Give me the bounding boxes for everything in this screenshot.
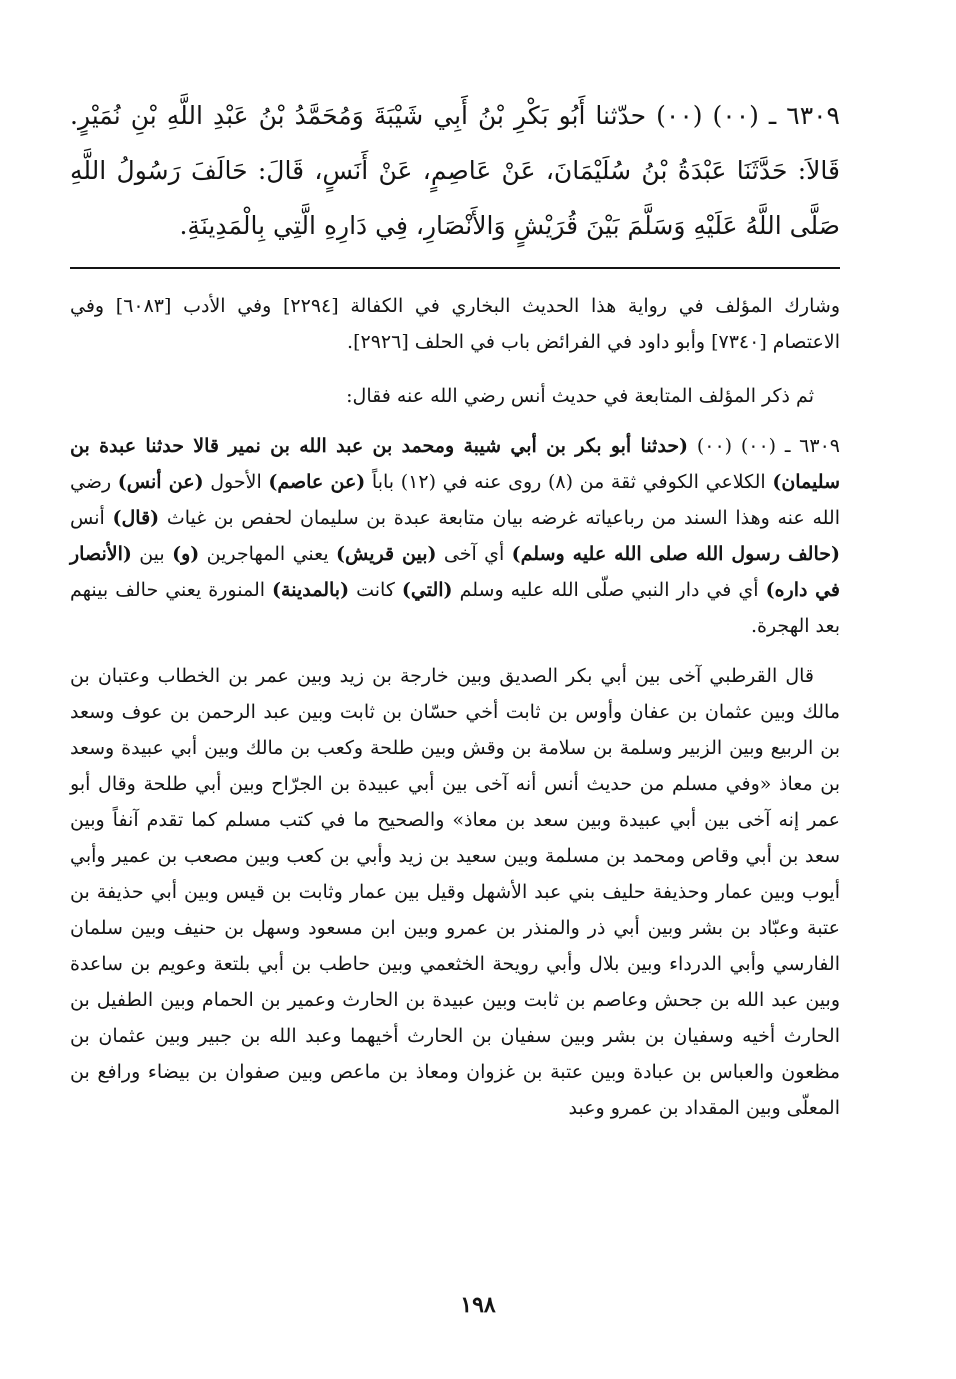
hadith-text-block (70, 88, 840, 253)
bold-quoted-segment: (بين قريش) (336, 543, 437, 565)
bold-quoted-segment: (الأنصار في داره) (70, 543, 840, 601)
hadith-text: ٦٣٠٩ ـ (٠٠) (٠٠) حدّثنا أَبُو بَكْرِ بْنُ أَبِي شَيْبَةَ وَمُحَمَّدُ بْنُ عَبْدِ اللَّهِ بْنِ نُمَيْرٍ. قَالاَ: حَدَّثَنَا عَبْدَةُ بْنُ سُلَيْمَانَ، عَنْ عَاصِمٍ، عَنْ أَنَسٍ، قَالَ: حَالَفَ رَسُولُ اللَّهِ صَلَّى اللَّهُ عَلَيْهِ وَسَلَّمَ بَيْنَ قُرَيْشٍ وَالأَنْصَارِ، فِي دَارِهِ الَّتِي بِالْمَدِينَةِ. (70, 101, 840, 240)
commentary-segment: يعني المهاجرين (199, 543, 336, 565)
bold-quoted-segment: (و) (172, 543, 200, 565)
commentary-segment: رضي الله عنه وهذا السند من رباعياته غرضه بيان متابعة عبدة بن سليمان لحفص بن غياث (70, 471, 840, 529)
commentary-segment: أنس (70, 507, 113, 529)
bold-quoted-segment: (التي) (401, 579, 453, 601)
commentary-segment: ٦٣٠٩ ـ (٠٠) (٠٠) (688, 435, 840, 457)
intro-line: ثم ذكر المؤلف المتابعة في حديث أنس رضي الله عنه فقال: (346, 385, 814, 407)
qurtubi-paragraph: قال القرطبي آخى بين أبي بكر الصديق وبين خارجة بن زيد وبين عمر بن الخطاب وعتبان بن مالك وبين عثمان بن عفان وأوس بن ثابت أخي حسّان بن ثابت وبين عبد الرحمن بن عوف وسعد بن الربيع وبين الزبير وسلمة بن سلامة بن وقش وبين طلحة وكعب بن مالك وبين أبي عبيدة وسعد بن معاذ «وفي مسلم من حديث أنس أنه آخى بين أبي عبيدة بن الجرّاح وبين أبي طلحة وقال أبو عمر إنه آخى بين أبي عبيدة وبين سعد بن معاذ» والصحيح ما في كتب مسلم كما تقدم آنفاً وبين سعد بن أبي وقاص ومحمد بن مسلمة وبين سعيد بن زيد وأبي بن كعب وبين مصعب بن عمير وأبي أيوب وبين عمار وحذيفة حليف بني عبد الأشهل وقيل بين عمار وثابت بن قيس وبين أبي حذيفة بن عتبة وعبّاد بن بشر وبين أبي ذر والمنذر بن عمرو وبين ابن مسعود وسهل بن حنيف وبين سلمان الفارسي وأبي الدرداء وبين بلال وأبي رويحة الخثعمي وبين حاطب بن أبي بلتعة وعويم بن ساعدة وبين عبد الله بن جحش وعاصم بن ثابت وبين عبيدة بن الحارث وعمير بن الحمام وبين الطفيل بن الحارث أخيه وسفيان بن بشر وبين سفيان بن الحارث أخيهما وعبد الله بن جبير وبين عثمان بن مظعون والعباس بن عبادة وبين عتبة بن غزوان ومعاذ بن ماعص وبين صفوان بن بيضاء ورافع بن المعلّى وبين المقداد بن عمرو وعبد (70, 665, 840, 1119)
commentary-segment: كانت (349, 579, 402, 601)
commentary-segment: أي آخى (436, 543, 512, 565)
attribution-note: وشارك المؤلف في رواية هذا الحديث البخاري في الكفالة [٢٢٩٤] وفي الأدب [٦٠٨٣] وفي الاعتصام [٧٣٤٠] وأبو داود في الفرائض باب في الحلف [٢٩٢٦]. (70, 295, 840, 353)
bold-quoted-segment: (بالمدينة) (272, 579, 350, 601)
page-number: ١٩٨ (460, 1292, 496, 1318)
commentary-segment: المنورة يعني حالف بينهم بعد الهجرة. (70, 579, 840, 637)
commentary-segment: الكلاعي الكوفي ثقة من (٨) روى عنه في (١٢) باباً (365, 471, 773, 493)
commentary-block (70, 288, 840, 1126)
bold-quoted-segment: (حدثنا أبو بكر بن أبي شيبة ومحمد بن عبد الله بن نمير قالا حدثنا عبدة بن سليمان) (70, 435, 840, 493)
commentary-segment: الأحول (203, 471, 269, 493)
bold-quoted-segment: (عن أنس) (117, 471, 204, 493)
footnote-divider (70, 267, 840, 269)
bold-quoted-segment: (عن عاصم) (268, 471, 366, 493)
commentary-segment: أي في دار النبي صلّى الله عليه وسلم (452, 579, 766, 601)
bold-quoted-segment: (قال) (112, 507, 160, 529)
bold-quoted-segment: (حالف رسول الله صلى الله عليه وسلم) (511, 543, 840, 565)
commentary-segment: بين (131, 543, 173, 565)
isnad-commentary (70, 428, 840, 644)
